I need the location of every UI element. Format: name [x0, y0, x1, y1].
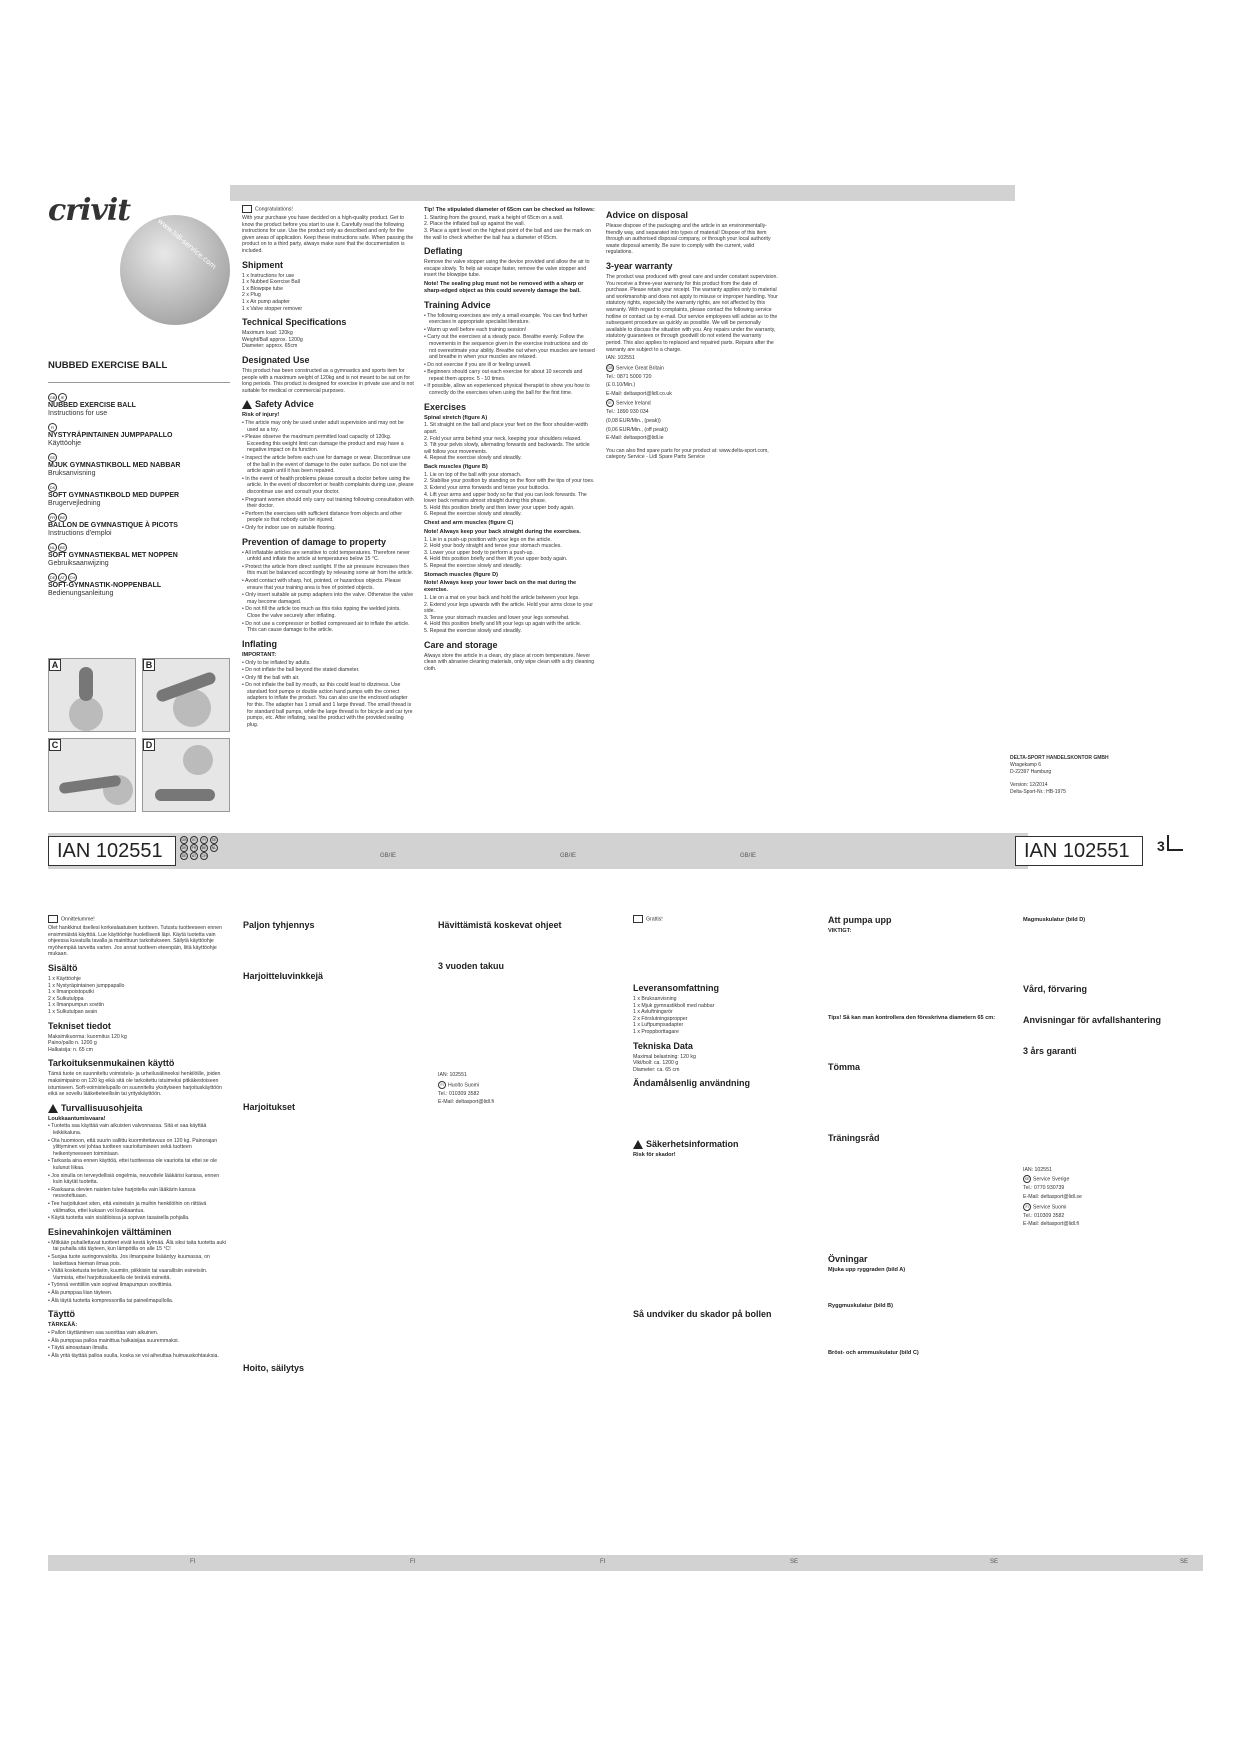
person-shape [155, 789, 215, 801]
fi-column-2 [243, 915, 423, 1555]
list-line: Paino/pallo n. 1200 g [48, 1040, 97, 1047]
warranty-heading: 3 års garanti [1023, 1045, 1077, 1056]
deflate-note: Note! The sealing plug must not be removed with a sharp or sharp-edged object as this could severely damage the ball. [424, 280, 584, 294]
intro-text: With your purchase you have decided on a high-quality product. Get to know the product before you start to use it. Carefully read the following instructions for use. Use the product only as described and only for the given areas of application. Keep these instructions safe. When passing the product on to a third party, always make sure that the documentation is included. [242, 215, 414, 254]
language-entry [48, 423, 233, 448]
stomach-note: Note! Always keep your lower back on the mat during the exercise. [424, 580, 577, 594]
footer-label: FI [410, 1559, 416, 1565]
language-manual-title: Brugervejledning [48, 500, 101, 507]
list-line: 2. Hold your body straight and tense your stomach muscles. [424, 543, 562, 550]
bullet-item: • Pregnant women should only carry out training following consultation with their doctor. [242, 497, 414, 510]
list-line: Diameter: approx. 65cm [242, 343, 298, 350]
list-line: 1 x Nubbed Exercise Ball [242, 279, 300, 286]
deflate-heading: Deflating [424, 246, 463, 257]
inflate-subheading: IMPORTANT: [242, 651, 277, 658]
tech-heading: Technical Specifications [242, 317, 347, 328]
shipment-list [48, 976, 228, 1016]
ie-service: Service Ireland [616, 400, 651, 407]
bullet-item: • Protect the article from direct sunlight. If the air pressure increases then this must be balanced accordingly by releasing some air from the article. [242, 564, 414, 577]
list-line: 2. Fold your arms behind your neck, keeping your shoulders relaxed. [424, 435, 582, 442]
bullet-item: • Carry out the exercises at a steady pace. Breathe evenly. Follow the movements in the sequence given in the exercise instructions and do not overestimate your ability. Breathe out when your muscles are tensed and breathe in when your muscles are relaxed. [424, 334, 596, 360]
shipment-list [633, 996, 813, 1036]
spare-parts-text: You can also find spare parts for your product at: www.delta-sport.com, category Service - Lidl Spare Parts Service [606, 447, 769, 461]
ball-url-text: www.lidl-service.com [156, 217, 218, 271]
list-line: 1 x Bruksanvisning [633, 996, 677, 1002]
bullet-item: • Only insert suitable air pump adapters into the valve. Otherwise the valve may become damaged. [242, 592, 414, 605]
gb-service: Service Great Britain [616, 365, 664, 372]
damage-heading: Så undviker du skador på bollen [633, 1309, 772, 1320]
warning-icon [242, 400, 252, 409]
use-heading: Tarkoituksenmukainen käyttö [48, 1058, 175, 1069]
ie-tel: Tel.: 1890 930 034 [606, 409, 649, 416]
fi-column-3: Hävittämistä koskevat ohjeet 3 vuoden takuu IAN: 102551 FI Huolto Suomi Tel.: 010309 3582 E-Mail: deltasport@lidl.fi [438, 915, 618, 1555]
language-entry [48, 543, 233, 568]
bullet-item: • Perform the exercises with sufficient distance from objects and other people so that nobody can be injured. [242, 511, 414, 524]
training-list [424, 313, 596, 397]
gb-tel: Tel.: 0871 5000 720 [606, 373, 652, 380]
list-line: 1 x Ilmanpumpun sovitin [48, 1002, 104, 1009]
language-badges [48, 453, 233, 462]
top-sheet [0, 185, 1241, 885]
fi-service: Huolto Suomi [448, 1081, 480, 1088]
stomach-steps [424, 595, 596, 635]
bullet-item: • Älä yritä täyttää palloa suulla, koska se voi aiheuttaa huimauskohtauksia. [48, 1353, 228, 1360]
bullet-item: • All inflatable articles are sensitive to cold temperatures. Therefore never unfold and inflate the article at temperatures below 15 °C. [242, 550, 414, 563]
warranty-heading: 3 vuoden takuu [438, 961, 505, 971]
bullet-item: • Do not inflate the ball by mouth, as this could lead to dizziness. Use standard foot pumps or double action hand pumps with the correct adapters to inflate the product. You can also use the enclosed adapter for this. The adapter has 1 small and 1 large thread. The small thread is for standard ball pumps, while the large thread is for bicycle and car tyre pumps, etc. After inflating, seal the product with the provided sealing plug. [242, 682, 414, 728]
ian-text: IAN: 102551 [438, 1072, 467, 1078]
tip-heading: Tip! The stipulated diameter of 65cm can be checked as follows: [424, 207, 595, 213]
language-product-name: SOFT GYMNASTIEKBAL MET NOPPEN [48, 552, 178, 559]
language-product-name: SOFT-GYMNASTIK-NOPPENBALL [48, 582, 162, 589]
list-line: 2. Place the inflated ball up against the wall. [424, 221, 525, 228]
list-line: 1. Lie on a mat on your back and hold the article between your legs. [424, 594, 580, 601]
language-manual-title: Instructions d'emploi [48, 530, 112, 537]
language-badges [48, 393, 233, 402]
gb-column-3: Advice on disposal Please dispose of the packaging and the article in an environmentally-friendly way, and separated into types of material! Dispose of this item through an authorised disposal company, or through your local authority waste disposal amenity. Be sure to comply with the current, valid regulations. 3-year warranty The product was produced with great care and under constant supervision. You receive a three-year warranty for this product from the date of purchase. Please retain your receipt. The warranty applies only to material and workmanship and does not apply to misuse or improper handling. Your statutory rights, especially the warranty rights, are not affected by this warranty. With regard to complaints, please contact the following service hotline or contact us by e-mail. Our service employees will advise as to the subsequent procedure as quickly as possible. We will be personally available to discuss the situation with you. Any repairs under the warranty, statutory guarantees or through goodwill do not extend the warranty period. This also applies to replaced and repaired parts. Repairs after the warranty are subject to a charge. IAN: 102551 GB Service Great Britain Tel.: 0871 5000 720 (£ 0.10/Min.) E-Mail: deltasport@lidl.co.uk IE Service Ireland Tel.: 1890 930 034 (0,08 EUR/Min., (peak)) (0,06 EUR/Min., (off peak)) E-Mail: deltasport@lidl.ie You can also find spare parts for your product at: www.delta-sport.com, category Service - Lidl Spare Parts Service [606, 210, 778, 461]
chest-heading: Bröst- och armmuskulatur (bild C) [828, 1350, 919, 1357]
disposal-heading: Advice on disposal [606, 210, 689, 220]
book-icon [242, 205, 252, 213]
disposal-text: Please dispose of the packaging and the article in an environmentally-friendly way, and separated into types of material! Dispose of this item through an authorised disposal company, or through your local authority waste disposal amenity. Be sure to comply with the current, valid regulations. [606, 223, 771, 256]
list-line: 1 x Luftpumpsadapter [633, 1022, 684, 1029]
language-badges [48, 573, 233, 582]
footer-label: FI [600, 1559, 606, 1565]
company-info [1010, 755, 1109, 796]
figure-label: A [49, 659, 61, 671]
fi-service: Service Suomi [1033, 1203, 1067, 1210]
warning-icon [48, 1104, 58, 1113]
shipment-list [242, 273, 414, 313]
inflate-list [242, 660, 414, 729]
bullet-item: • Jos sinulla on terveydellisiä ongelmia, neuvottele lääkärisi kanssa, ennen kuin käytät tuotetta. [48, 1173, 228, 1186]
list-line: 1 x Nystyräpintainen jumppapallo [48, 982, 125, 989]
language-code-badge: DE [49, 575, 56, 580]
risk-heading: Loukkaantumisvaara! [48, 1115, 106, 1122]
bullet-item: • The following exercises are only a small example. You can find further exercises in appropriate specialist literature. [424, 313, 596, 326]
bullet-item: • Tuotetta saa käyttää vain aikuisten valvonnassa. Sitä ei saa käyttää leikkikaluna. [48, 1123, 228, 1136]
se-column-1 [633, 915, 813, 1555]
risk-list [242, 420, 414, 532]
footer-label: GB/IE [380, 853, 397, 859]
figure-label: D [143, 739, 155, 751]
care-heading: Vård, förvaring [1023, 983, 1088, 994]
figures-grid [48, 658, 233, 813]
chest-note: Note! Always keep your back straight during the exercises. [424, 528, 581, 535]
spinal-steps [424, 422, 596, 462]
tip-steps [424, 215, 596, 241]
footer-label: SE [990, 1559, 999, 1565]
footer-label: GB/IE [740, 853, 757, 859]
pump-subheading: VIKTIGT: [828, 928, 852, 934]
list-line: Vikt/boll: ca. 1200 g [633, 1060, 679, 1067]
language-manual-title: Instructions for use [48, 410, 108, 417]
bullet-item: • Suojaa tuote auringonvalolta. Jos ilmanpaine lisääntyy kuumassa, on laskettava hieman ilmaa pois. [48, 1254, 228, 1267]
use-text: Tämä tuote on suunniteltu voimistelu- ja urheiluvälineeksi henkilöille, joiden maksimipaino on 120 kg eikä sitä ole tarkoitettu istuimeksi pitkäkestoiseen istumiseen. Soft-voimistelupallo on suunniteltu yksityiseen harjoituskäyttöön eikä se sovellu lääketieteellisiin tai yrityskäyttöön. [48, 1071, 222, 1098]
exercises-heading: Övningar [828, 1253, 868, 1264]
bullet-item: • Please observe the maximum permitted load capacity of 120kg. Exceeding this weight limit can damage the product and may have a negative impact on its function. [242, 434, 414, 454]
language-entry [48, 393, 233, 418]
bullet-item: • Tee harjoitukset siten, että esineisiin ja muihin henkilöihin on riittävä välimatka, ettei kukaan voi loukkaantua. [48, 1201, 228, 1214]
bullet-item: • Do not use a compressor or bottled compressed air to inflate the article. This can cause damage to the article. [242, 621, 414, 634]
footer-label: FI [190, 1559, 196, 1565]
list-line: 1 x Valve stopper remover [242, 305, 303, 312]
list-line: 1 x Käyttöohje [48, 975, 81, 982]
list-line: 4. Hold this position briefly and lift your legs up again with the article. [424, 621, 582, 628]
bullet-item: • Beginners should carry out each exercise for about 10 seconds and repeat them approx. 5 - 10 times. [424, 369, 596, 382]
se-tel: Tel.: 0770 930739 [1023, 1185, 1065, 1192]
training-heading: Training Advice [424, 299, 491, 310]
bottom-footer-band [48, 1555, 1203, 1571]
care-text: Always store the article in a clean, dry place at room temperature. Never clean with abrasive cleaning materials, only wipe clean with a dry cleaning cloth. [424, 652, 595, 672]
cover-divider [48, 382, 230, 383]
bullet-item: • Only fill the ball with air. [242, 675, 414, 682]
bullet-item: • Do not exercise if you are ill or feeling unwell. [424, 362, 596, 369]
bottom-sheet [0, 895, 1241, 1595]
list-line: 1 x Ilmanpoistoputki [48, 989, 94, 996]
brand-logo: crivit [48, 193, 131, 228]
list-line: 3. Place a spirit level on the highest point of the ball and use the mark on the wall to check whether the ball has a diameter of 65cm. [424, 227, 591, 241]
language-code-badge: GB [49, 395, 56, 400]
bullet-item: • Inspect the article before each use for damage or wear. Discontinue use of the ball in the event of damage to the outer surface. Do not use the article again until it has been repaired. [242, 455, 414, 475]
safety-heading: Safety Advice [242, 399, 414, 410]
use-heading: Ändamålsenlig användning [633, 1078, 751, 1089]
chest-heading: Chest and arm muscles (figure C) [424, 519, 514, 526]
bullet-item: • Raskaana olevien naisten tulee harjoitella vain lääkärin kanssa neuvoteltuaan. [48, 1187, 228, 1200]
list-line: 1 x Mjuk gymnastikboll med nabbar [633, 1002, 715, 1009]
se-column-2 [828, 915, 1008, 1555]
figure-b [142, 658, 230, 732]
footer-label: GB/IE [560, 853, 577, 859]
bullet-item: • Älä pumppaa liian täyteen. [48, 1290, 228, 1297]
figure-c [48, 738, 136, 812]
intro-text: Olet hankkinut itsellesi korkealaatuisen tuotteen. Tutustu tuotteeseen ennen ensimmäistä käyttöä. Lue käyttöohje huolellisesti läpi. Käytä tuotetta vain ohjeessa kuvatulla tavalla ja mainittuun tarkoitukseen. Säilytä käyttöohje myöhempää tarvetta varten. Jos annat tuotteen eteenpäin, liitä käyttöohje mukaan. [48, 925, 222, 958]
warranty-text: The product was produced with great care and under constant supervision. You receive a three-year warranty for this product from the date of purchase. Please retain your receipt. The warranty applies only to material and workmanship and does not apply to misuse or improper handling. Your statutory rights, especially the warranty rights, are not affected by this warranty. With regard to complaints, please contact the following service hotline or contact us by e-mail. Our service employees will advise as to the subsequent procedure as quickly as possible. We will be personally available to discuss the situation with you. Any repairs under the warranty, statutory guarantees or through goodwill do not extend the warranty period. This also applies to replaced and repaired parts. Repairs after the warranty are subject to a charge. [606, 273, 778, 353]
language-product-name: SOFT GYMNASTIKBOLD MED DUPPER [48, 492, 180, 499]
language-product-name: MJUK GYMNASTIKBOLL MED NABBAR [48, 462, 181, 469]
chest-steps [424, 537, 596, 570]
page-number: 3 [1157, 838, 1165, 854]
list-line: 3. Lower your upper body to perform a push-up. [424, 549, 534, 556]
language-badges [48, 423, 233, 432]
gb-column-1 [242, 205, 414, 830]
training-heading: Harjoitteluvinkkejä [243, 971, 324, 981]
top-header-band [230, 185, 1015, 201]
language-manual-title: Käyttöohje [48, 440, 82, 447]
list-line: 3. Extend your arms forwards and tense your buttocks. [424, 485, 550, 492]
gb-column-2 [424, 205, 596, 830]
version-text: Version: 12/2014 [1010, 782, 1048, 788]
risk-list [48, 1123, 228, 1221]
se-column-3: Magmuskulatur (bild D) Vård, förvaring Anvisningar för avfallshantering 3 års garanti IAN: 102551 SE Service Sverige Tel.: 0770 930739 E-Mail: deltasport@lidl.se FI Service Suomi Tel.: 010309 3582 E-Mail: deltasport@lidl.fi [1023, 915, 1203, 1555]
language-product-name: BALLON DE GYMNASTIQUE À PICOTS [48, 522, 178, 529]
language-badges [48, 483, 233, 492]
page-corner-icon [1167, 835, 1183, 851]
book-icon [633, 915, 643, 923]
bullet-item: • Työnnä venttiiliin vain sopivat ilmapumpun sovittimia. [48, 1282, 228, 1289]
bullet-item: • Do not fill the article too much as this risks ripping the welded joints. Close the valve securely after inflating. [242, 606, 414, 619]
bullet-item: • The article may only be used under adult supervision and may not be used as a toy. [242, 420, 414, 433]
ie-email: E-Mail: deltasport@lidl.ie [606, 435, 664, 442]
list-line: 1 x Sulkutulpan avain [48, 1008, 98, 1015]
bullet-item: • Warm up well before each training session! [424, 327, 596, 334]
list-line: 1 x Air pump adapter [242, 298, 290, 305]
list-line: 1 x Blowpipe tube [242, 285, 283, 292]
tech-heading: Tekniska Data [633, 1040, 693, 1051]
list-line: 3. Tilt your pelvis slowly, alternating forwards and backwards. The article will follow your movements. [424, 442, 590, 455]
bullet-item: • Do not inflate the ball beyond the stated diameter. [242, 667, 414, 674]
fi-column-1 [48, 915, 228, 1555]
figure-label: C [49, 739, 61, 751]
gb-email: E-Mail: deltasport@lidl.co.uk [606, 390, 672, 397]
safety-heading: Säkerhetsinformation [633, 1139, 813, 1150]
language-code-badge: FI [48, 423, 57, 432]
list-line: 4. Repeat the exercise slowly and steadily. [424, 455, 522, 462]
fi-email: E-Mail: deltasport@lidl.fi [438, 1099, 495, 1106]
se-service: Service Sverige [1033, 1176, 1070, 1183]
deflate-text: Remove the valve stopper using the device provided and allow the air to escape slowly. To help air escape faster, remove the valve stopper and insert the blowpipe tube. [424, 259, 590, 279]
list-line: Weight/Ball approx. 1200g [242, 336, 303, 343]
footer-label: SE [790, 1559, 799, 1565]
list-line: 2 x Plug [242, 292, 261, 299]
list-line: Maximum load: 120kg [242, 330, 293, 337]
language-entry [48, 483, 233, 508]
shipment-heading: Shipment [242, 259, 284, 270]
bullet-item: • Älä täytä tuotetta kompressorilla tai paineilmapullolla. [48, 1298, 228, 1305]
list-line: 1. Starting from the ground, mark a height of 65cm on a wall. [424, 214, 564, 221]
damage-heading: Esinevahinkojen välttäminen [48, 1226, 172, 1237]
cover-title: NUBBED EXERCISE BALL [48, 360, 168, 371]
gb-rate: (£ 0.10/Min.) [606, 382, 636, 389]
list-line: Maksimikuorma: kuormitus 120 kg [48, 1033, 127, 1040]
list-line: 1. Sit straight on the ball and place your feet on the floor shoulder-width apart. [424, 422, 588, 436]
care-heading: Care and storage [424, 639, 498, 650]
list-line: 2. Stabilise your position by standing on the floor with the tips of your toes. [424, 478, 595, 485]
list-line: 5. Hold this position briefly and then lower your upper body again. [424, 504, 575, 511]
bullet-item: • Mitkään puhallettavat tuotteet eivät kestä kylmää. Älä siksi taita tuotetta auki tai puhalla sitä täyteen, kun lämpötila on alle 15 °C! [48, 1240, 228, 1253]
ball-shape [183, 745, 213, 775]
warranty-heading: 3-year warranty [606, 260, 673, 271]
ie-rate-peak: (0,08 EUR/Min., (peak)) [606, 418, 661, 425]
list-line: 5. Repeat the exercise slowly and steadily. [424, 562, 522, 569]
back-heading: Back muscles (figure B) [424, 464, 488, 471]
list-line: 4. Lift your arms and upper body so far that you can look forwards. The lower back remains almost straight during this phase. [424, 491, 587, 505]
list-line: 5. Repeat the exercise slowly and steadily. [424, 627, 522, 634]
language-code-badge: BE [59, 515, 66, 520]
bullet-item: • Käytä tuotetta vain sisätiloissa ja sopivan tasaisella pohjalla. [48, 1215, 228, 1222]
damage-list [48, 1240, 228, 1304]
language-entry [48, 453, 233, 478]
language-manual-title: Gebruiksaanwijzing [48, 560, 109, 567]
list-line: 1. Lie on top of the ball with your stomach. [424, 471, 522, 478]
list-line: 1. Lie in a push-up position with your legs on the article. [424, 536, 552, 543]
deflate-heading: Tömma [828, 1061, 861, 1072]
risk-heading: Risk för skador! [633, 1152, 676, 1159]
footer-label: SE [1180, 1559, 1189, 1565]
tip-heading: Tips! Så kan man kontrollera den föreskrivna diametern 65 cm: [828, 1014, 996, 1021]
inflate-heading: Inflating [242, 638, 277, 649]
company-street: Wragekamp 6 [1010, 762, 1042, 768]
list-line: Diameter: ca. 65 cm [633, 1066, 680, 1073]
training-heading: Träningsråd [828, 1132, 880, 1143]
language-icons: GB IE FI SE DK FR BE NL DE AT CH [181, 838, 217, 858]
list-line: 1 x Proppborttagare [633, 1028, 679, 1035]
disposal-heading: Anvisningar för avfallshantering [1023, 1014, 1162, 1025]
deflate-heading: Paljon tyhjennys [243, 920, 315, 930]
safety-heading: Turvallisuusohjeita [48, 1103, 228, 1114]
ball-shape [69, 697, 103, 731]
intro-title: Congratulations! [255, 206, 293, 213]
damage-heading: Prevention of damage to property [242, 536, 387, 547]
inflate-list [48, 1330, 228, 1359]
bullet-item: • Avoid contact with sharp, hot, pointed, or hazardous objects. Please ensure that your training area is free of pointed objects. [242, 578, 414, 591]
language-code-badge: BE [59, 545, 66, 550]
bullet-item: • If possible, allow an experienced physical therapist to show you how to correctly do the exercises when using the ball for the first time. [424, 383, 596, 396]
person-shape [79, 667, 93, 701]
language-code-badge: NL [49, 545, 56, 550]
bullet-item: • Ota huomioon, että suurin sallittu kuormitettavuus on 120 kg. Painorajan ylittyminen voi johtaa tuotteen vaurioitumiseen sekä tuotteen heikentyneeseen toimintaan. [48, 1138, 228, 1158]
bullet-item: • Vältä kosketusta teräviin, kuumiin, piikkisiin tai vaarallisiin esineisiin. Varmista, ettei harjoitusalueella ole teräviä esineitä. [48, 1268, 228, 1281]
spinal-heading: Spinal stretch (figure A) [424, 414, 488, 421]
company-name: DELTA-SPORT HANDELSKONTOR GMBH [1010, 755, 1109, 761]
language-product-name: NYSTYRÄPINTAINEN JUMPPAPALLO [48, 432, 173, 439]
se-email: E-Mail: deltasport@lidl.se [1023, 1193, 1082, 1200]
tech-heading: Tekniset tiedot [48, 1020, 111, 1031]
list-line: 2. Extend your legs upwards with the article. Hold your arms close to your side. [424, 601, 593, 615]
tech-list [242, 330, 414, 350]
risk-heading: Risk of injury! [242, 412, 280, 419]
delta-id-text: Delta-Sport-Nr.: HB-1975 [1010, 789, 1066, 795]
back-heading: Ryggmuskulatur (bild B) [828, 1303, 893, 1310]
language-list [48, 393, 233, 603]
list-line: 4. Hold this position briefly and then lift your upper body again. [424, 556, 568, 563]
company-city: D-22397 Hamburg [1010, 769, 1052, 775]
bullet-item: • Pallon täyttäminen saa suorittaa vain aikuinen. [48, 1330, 228, 1337]
warning-icon [633, 1140, 643, 1149]
tech-list [48, 1034, 228, 1054]
ian-label: IAN 102551 [48, 836, 176, 866]
care-heading: Hoito, säilytys [243, 1363, 305, 1373]
language-code-badge: CH [69, 575, 76, 580]
book-icon [48, 915, 58, 923]
list-line: 1 x Instructions for use [242, 272, 295, 279]
ian-text: IAN: 102551 [1023, 1166, 1052, 1173]
use-text: This product has been constructed as a gymnastics and sports item for people with a maximum weight of 120kg and is not meant to be sat on for long periods. This product is designed for exercise in private use and is not suitable for medical or commercial purposes. [242, 367, 414, 394]
language-code-badge: SE [49, 455, 56, 460]
shipment-heading: Sisältö [48, 962, 78, 973]
inflate-subheading: TÄRKEÄÄ: [48, 1322, 78, 1329]
ian-label-right: IAN 102551 [1015, 836, 1143, 866]
language-code-badge: IE [58, 393, 67, 402]
stomach-heading: Magmuskulatur (bild D) [1023, 917, 1086, 923]
language-entry [48, 573, 233, 598]
damage-list [242, 550, 414, 634]
bullet-item: • Tarkasta aina ennen käyttöä, ettei tuotteessa ole vaurioita tai ettei se ole kulunut liikaa. [48, 1158, 228, 1171]
figure-d [142, 738, 230, 812]
list-line: Halkaisija: n. 65 cm [48, 1046, 93, 1053]
figure-a [48, 658, 136, 732]
back-steps [424, 472, 596, 518]
inflate-heading: Täyttö [48, 1309, 75, 1320]
intro-title: Grattis! [646, 916, 663, 923]
disposal-heading: Hävittämistä koskevat ohjeet [438, 920, 562, 930]
list-line: 2 x Förslutningspropper [633, 1015, 688, 1022]
bullet-item: • Only to be inflated by adults. [242, 660, 414, 667]
list-line: 2 x Sulkutulppa [48, 995, 84, 1002]
language-product-name: NUBBED EXERCISE BALL [48, 402, 136, 409]
tech-list [633, 1054, 813, 1074]
exercises-heading: Exercises [424, 401, 467, 412]
language-entry [48, 513, 233, 538]
ie-rate-offpeak: (0,06 EUR/Min., (off peak)) [606, 426, 668, 433]
spinal-heading: Mjuka upp ryggraden (bild A) [828, 1266, 906, 1273]
ian-text: IAN: 102551 [606, 355, 635, 362]
stomach-heading: Stomach muscles (figure D) [424, 571, 498, 578]
fi-tel: Tel.: 010309 3582 [1023, 1212, 1065, 1219]
shipment-heading: Leveransomfattning [633, 983, 720, 993]
use-heading: Designated Use [242, 354, 310, 365]
language-manual-title: Bedienungsanleitung [48, 590, 114, 597]
bullet-item: • In the event of health problems please consult a doctor before using the article. In the event of discomfort or health complaints during use, please discontinue use and consult your doctor. [242, 476, 414, 496]
language-badges [48, 513, 233, 522]
exercises-heading: Harjoitukset [243, 1102, 296, 1112]
language-code-badge: FR [49, 515, 56, 520]
language-manual-title: Bruksanvisning [48, 470, 96, 477]
language-badges [48, 543, 233, 552]
pump-heading: Att pumpa upp [828, 915, 892, 925]
fi-tel: Tel.: 010309 3582 [438, 1090, 480, 1097]
list-line: 1 x Avluftningsrör [633, 1009, 673, 1016]
bullet-item: • Only for indoor use on suitable flooring. [242, 525, 414, 532]
list-line: 3. Tense your stomach muscles and lower your legs somewhat. [424, 614, 570, 621]
figure-label: B [143, 659, 155, 671]
list-line: 6. Repeat the exercise slowly and steadily. [424, 511, 522, 518]
fi-email: E-Mail: deltasport@lidl.fi [1023, 1221, 1080, 1228]
language-code-badge: AT [58, 573, 67, 582]
intro-title: Onnittelumme! [61, 916, 95, 923]
bullet-item: • Älä pumppaa palloa mainittua halkaisijaa suuremmaksi. [48, 1338, 228, 1345]
bullet-item: • Täytä ainoastaan ilmalla. [48, 1345, 228, 1352]
language-code-badge: DK [49, 485, 56, 490]
list-line: Maximal belastning: 120 kg [633, 1053, 696, 1060]
